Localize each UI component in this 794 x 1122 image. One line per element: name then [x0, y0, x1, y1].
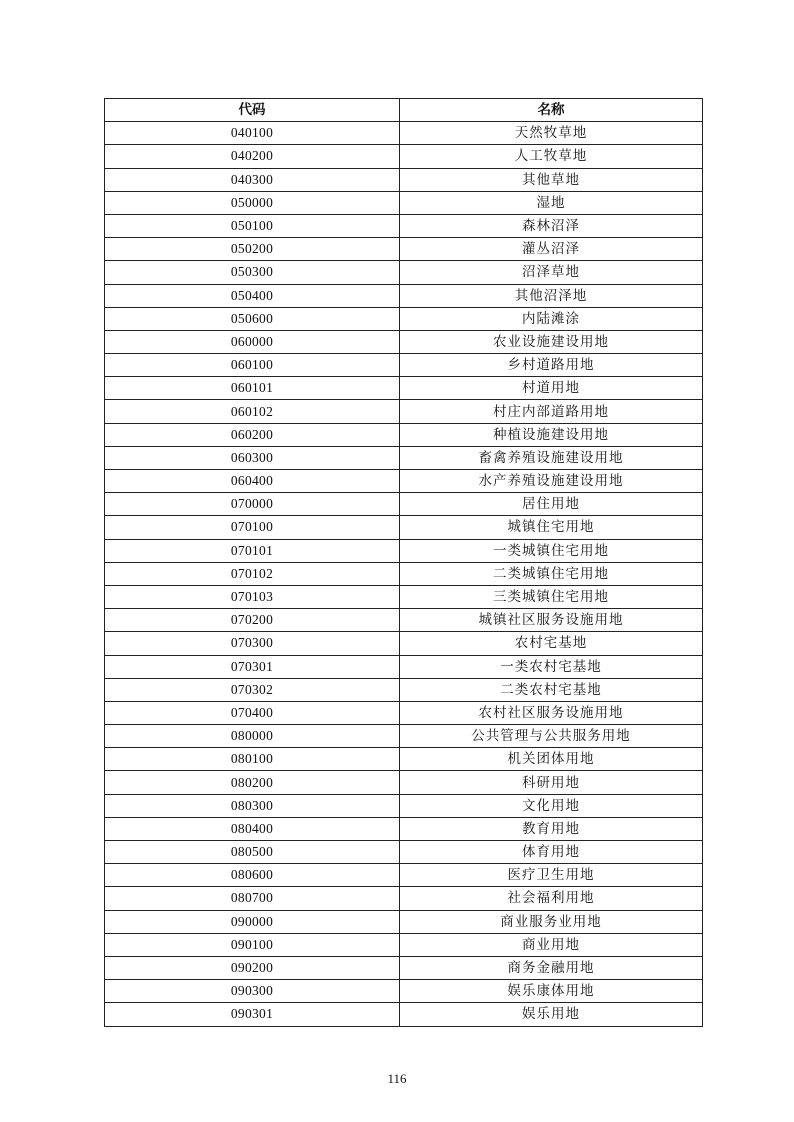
table-row — [105, 864, 703, 887]
table-row — [105, 446, 703, 469]
table-row — [105, 377, 703, 400]
table-row — [105, 122, 703, 145]
table-row — [105, 655, 703, 678]
land-code-cell: 070301 — [105, 655, 400, 678]
land-code-cell: 040200 — [105, 145, 400, 168]
table-row — [105, 238, 703, 261]
land-name-cell: 湿地 — [400, 191, 703, 214]
land-name-cell: 一类城镇住宅用地 — [400, 539, 703, 562]
land-code-cell: 090000 — [105, 910, 400, 933]
land-name-cell: 乡村道路用地 — [400, 354, 703, 377]
land-code-cell: 080200 — [105, 771, 400, 794]
table-row — [105, 354, 703, 377]
land-name-cell: 其他草地 — [400, 168, 703, 191]
land-name-cell: 一类农村宅基地 — [400, 655, 703, 678]
table-row — [105, 609, 703, 632]
land-name-cell: 种植设施建设用地 — [400, 423, 703, 446]
land-name-cell: 三类城镇住宅用地 — [400, 585, 703, 608]
land-code-cell: 080400 — [105, 817, 400, 840]
table-row — [105, 400, 703, 423]
table-row — [105, 284, 703, 307]
land-code-cell: 060100 — [105, 354, 400, 377]
land-name-cell: 科研用地 — [400, 771, 703, 794]
land-name-cell: 居住用地 — [400, 493, 703, 516]
land-code-cell: 050600 — [105, 307, 400, 330]
land-name-cell: 商业服务业用地 — [400, 910, 703, 933]
land-code-cell: 050100 — [105, 214, 400, 237]
land-name-cell: 农村社区服务设施用地 — [400, 701, 703, 724]
table-row — [105, 470, 703, 493]
table-row — [105, 423, 703, 446]
land-code-cell: 050000 — [105, 191, 400, 214]
table-row — [105, 493, 703, 516]
land-name-cell: 其他沼泽地 — [400, 284, 703, 307]
header-name: 名称 — [400, 99, 703, 122]
land-code-cell: 070000 — [105, 493, 400, 516]
land-code-cell: 080600 — [105, 864, 400, 887]
land-name-cell: 机关团体用地 — [400, 748, 703, 771]
table-row — [105, 261, 703, 284]
land-code-cell: 090100 — [105, 933, 400, 956]
land-code-cell: 040100 — [105, 122, 400, 145]
land-name-cell: 二类城镇住宅用地 — [400, 562, 703, 585]
table-row — [105, 956, 703, 979]
land-code-cell: 090200 — [105, 956, 400, 979]
land-name-cell: 城镇社区服务设施用地 — [400, 609, 703, 632]
table-row — [105, 168, 703, 191]
table-header-row — [105, 99, 703, 122]
land-code-cell: 080000 — [105, 725, 400, 748]
land-code-cell: 070103 — [105, 585, 400, 608]
land-code-cell: 060400 — [105, 470, 400, 493]
page-number: 116 — [387, 1071, 407, 1086]
land-code-cell: 070100 — [105, 516, 400, 539]
table-row — [105, 794, 703, 817]
table-row — [105, 701, 703, 724]
land-code-cell: 060200 — [105, 423, 400, 446]
land-code-cell: 090300 — [105, 980, 400, 1003]
land-name-cell: 商业用地 — [400, 933, 703, 956]
table-row — [105, 771, 703, 794]
land-code-cell: 070102 — [105, 562, 400, 585]
land-code-cell: 080500 — [105, 841, 400, 864]
land-name-cell: 内陆滩涂 — [400, 307, 703, 330]
land-name-cell: 森林沼泽 — [400, 214, 703, 237]
land-code-cell: 050200 — [105, 238, 400, 261]
land-code-cell: 090301 — [105, 1003, 400, 1026]
table-row — [105, 678, 703, 701]
land-name-cell: 教育用地 — [400, 817, 703, 840]
land-name-cell: 医疗卫生用地 — [400, 864, 703, 887]
table-row — [105, 1003, 703, 1026]
table-row — [105, 191, 703, 214]
land-name-cell: 水产养殖设施建设用地 — [400, 470, 703, 493]
land-code-cell: 070101 — [105, 539, 400, 562]
table-row — [105, 933, 703, 956]
land-name-cell: 商务金融用地 — [400, 956, 703, 979]
land-code-cell: 070302 — [105, 678, 400, 701]
table-row — [105, 980, 703, 1003]
table-row — [105, 516, 703, 539]
table-row — [105, 539, 703, 562]
table-row — [105, 145, 703, 168]
land-code-cell: 060102 — [105, 400, 400, 423]
land-name-cell: 娱乐康体用地 — [400, 980, 703, 1003]
land-code-cell: 040300 — [105, 168, 400, 191]
land-name-cell: 二类农村宅基地 — [400, 678, 703, 701]
land-name-cell: 农村宅基地 — [400, 632, 703, 655]
table-row — [105, 562, 703, 585]
land-name-cell: 社会福利用地 — [400, 887, 703, 910]
land-name-cell: 村庄内部道路用地 — [400, 400, 703, 423]
land-code-cell: 080300 — [105, 794, 400, 817]
table-row — [105, 214, 703, 237]
land-code-cell: 080700 — [105, 887, 400, 910]
land-name-cell: 文化用地 — [400, 794, 703, 817]
land-name-cell: 灌丛沼泽 — [400, 238, 703, 261]
land-code-cell: 070400 — [105, 701, 400, 724]
land-code-cell: 070200 — [105, 609, 400, 632]
table-row — [105, 748, 703, 771]
land-name-cell: 公共管理与公共服务用地 — [400, 725, 703, 748]
table-body — [105, 122, 703, 1026]
land-name-cell: 沼泽草地 — [400, 261, 703, 284]
table-row — [105, 817, 703, 840]
land-code-cell: 050300 — [105, 261, 400, 284]
land-code-cell: 060101 — [105, 377, 400, 400]
land-name-cell: 城镇住宅用地 — [400, 516, 703, 539]
land-name-cell: 体育用地 — [400, 841, 703, 864]
table-row — [105, 910, 703, 933]
land-code-cell: 060300 — [105, 446, 400, 469]
table-row — [105, 887, 703, 910]
land-name-cell: 村道用地 — [400, 377, 703, 400]
table-row — [105, 307, 703, 330]
table-row — [105, 841, 703, 864]
land-name-cell: 农业设施建设用地 — [400, 330, 703, 353]
land-name-cell: 天然牧草地 — [400, 122, 703, 145]
land-code-cell: 070300 — [105, 632, 400, 655]
land-code-cell: 080100 — [105, 748, 400, 771]
table-row — [105, 725, 703, 748]
header-code: 代码 — [105, 99, 400, 122]
land-code-cell: 050400 — [105, 284, 400, 307]
land-name-cell: 人工牧草地 — [400, 145, 703, 168]
land-use-code-table — [104, 98, 703, 1027]
land-name-cell: 娱乐用地 — [400, 1003, 703, 1026]
table-row — [105, 330, 703, 353]
land-name-cell: 畜禽养殖设施建设用地 — [400, 446, 703, 469]
land-code-cell: 060000 — [105, 330, 400, 353]
table-row — [105, 585, 703, 608]
table-row — [105, 632, 703, 655]
